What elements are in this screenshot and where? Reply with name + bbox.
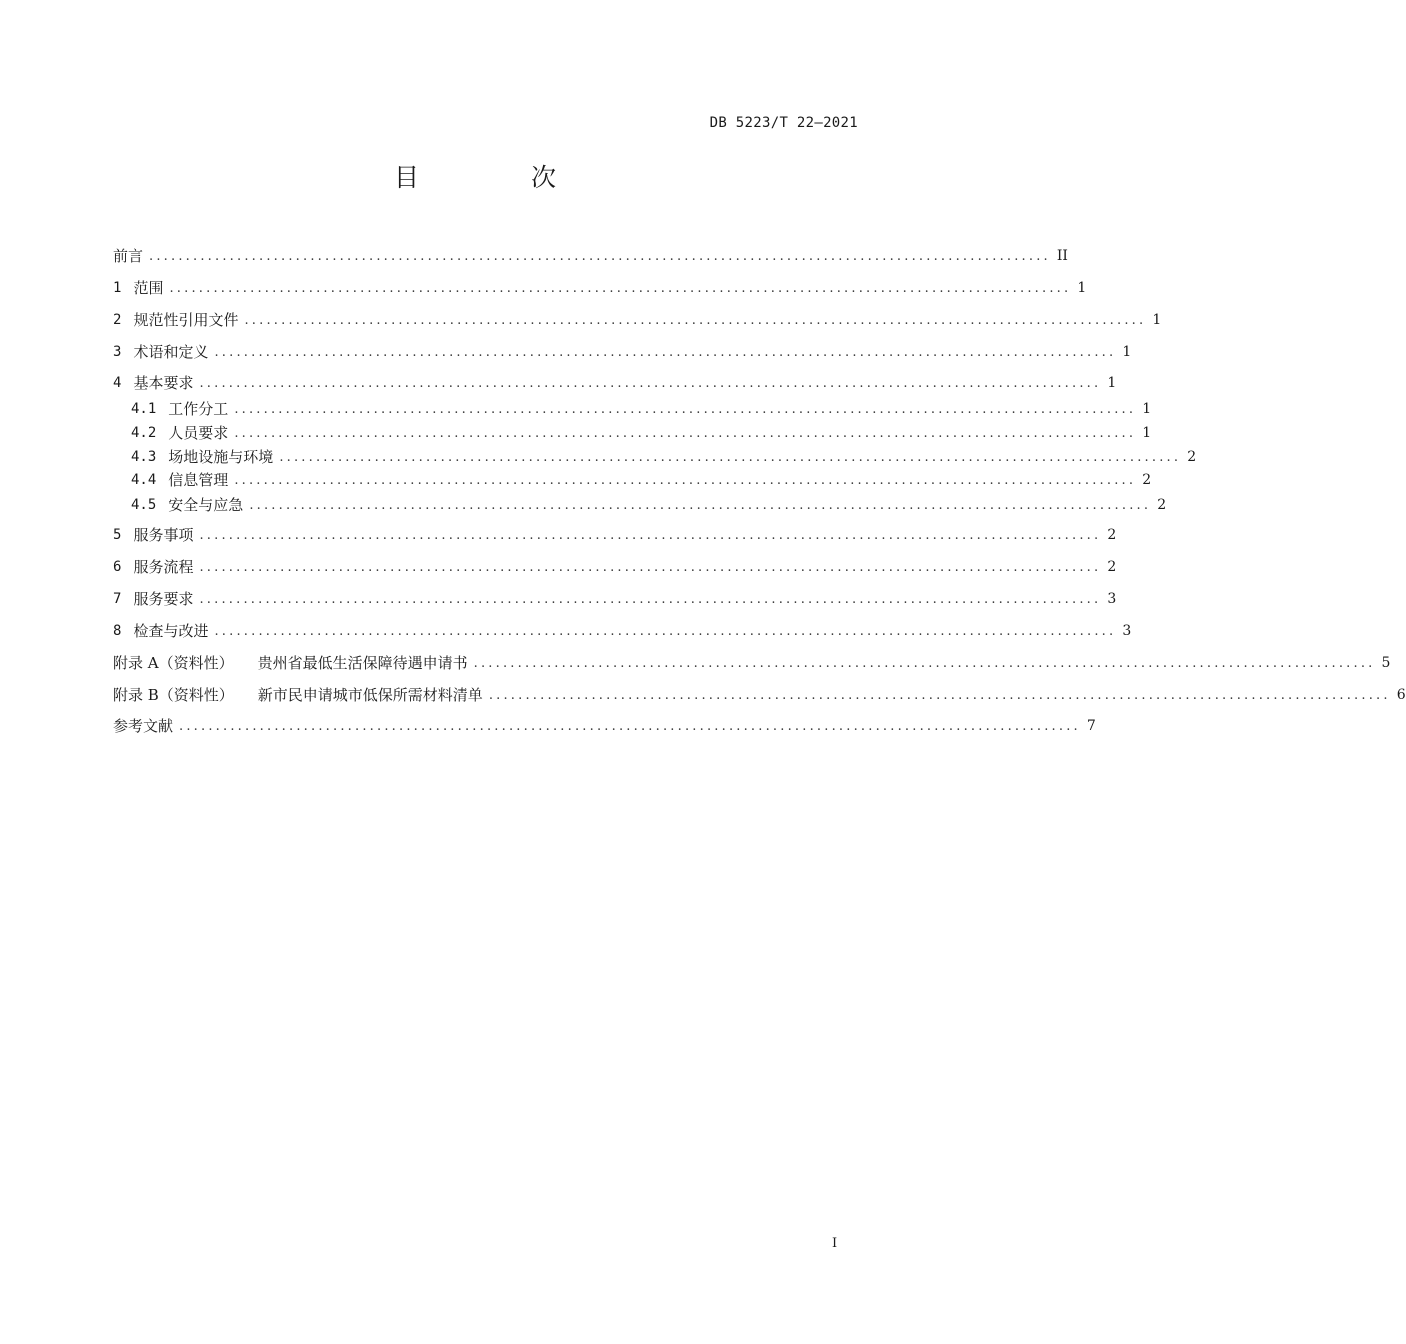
toc-entry-page: 2	[1157, 497, 1167, 513]
dot-leader: ...........................................................................................................................	[234, 426, 1137, 441]
toc-entry-page: 1	[1122, 344, 1132, 360]
dot-leader: ...........................................................................................................................	[214, 345, 1117, 360]
dot-leader: ...........................................................................................................................	[234, 473, 1137, 488]
page-number: I	[832, 1236, 838, 1251]
dot-leader: ...........................................................................................................................	[179, 719, 1081, 734]
dot-leader: ...........................................................................................................................	[279, 450, 1182, 465]
toc-entry-number: 4.2	[131, 425, 157, 441]
toc-entry-2[interactable]	[113, 309, 1162, 331]
toc-entry-number: 3	[113, 344, 122, 360]
toc-entry-number: 4.1	[131, 401, 157, 417]
toc-entry-number: 1	[113, 280, 122, 296]
toc-entry-page: 2	[1107, 527, 1117, 543]
toc-entry-page: 1	[1107, 375, 1117, 391]
dot-leader: ...........................................................................................................................	[199, 592, 1102, 607]
toc-entry-page: 3	[1107, 591, 1117, 607]
toc-entry-label: 贵州省最低生活保障待遇申请书	[257, 654, 468, 672]
toc-entry-8[interactable]	[113, 620, 1132, 642]
toc-entry-page: 3	[1122, 623, 1132, 639]
toc-entry-label: 人员要求	[168, 424, 229, 442]
toc-entry-number: 5	[113, 527, 122, 543]
toc-entry-appendix-prefix: 附录 B（资料性）	[113, 686, 234, 704]
toc-entry-label: 工作分工	[168, 400, 229, 418]
toc-entry-page: 2	[1107, 559, 1117, 575]
toc-entry-label: 检查与改进	[133, 622, 209, 640]
dot-leader: ...........................................................................................................................	[249, 498, 1152, 513]
dot-leader: ...........................................................................................................................	[488, 688, 1391, 703]
document-code: DB 5223/T 22—2021	[709, 115, 858, 131]
toc-entry-4-2[interactable]	[113, 422, 1152, 444]
toc-entry-number: 4.4	[131, 472, 157, 488]
toc-entry-page: 5	[1381, 655, 1391, 671]
toc-entry-label: 前言	[113, 247, 144, 265]
toc-entry-label: 术语和定义	[133, 343, 209, 361]
dot-leader: ...........................................................................................................................	[149, 249, 1051, 264]
toc-entry-foreword[interactable]	[113, 245, 1068, 267]
toc-entry-5[interactable]	[113, 524, 1117, 546]
toc-entry-page: 6	[1396, 687, 1406, 703]
toc-entry-page: 1	[1152, 312, 1162, 328]
dot-leader: ...........................................................................................................................	[199, 528, 1102, 543]
toc-entry-number: 4.5	[131, 497, 157, 513]
toc-entry-7[interactable]	[113, 588, 1117, 610]
toc-entry-4-3[interactable]	[113, 446, 1197, 468]
toc-entry-4[interactable]	[113, 372, 1117, 394]
dot-leader: ...........................................................................................................................	[199, 376, 1102, 391]
toc-entry-label: 基本要求	[133, 374, 194, 392]
toc-entry-page: 1	[1142, 401, 1152, 417]
toc-entry-label: 服务流程	[133, 558, 194, 576]
page-title: 目 次	[394, 163, 608, 192]
toc-entry-page: 2	[1187, 449, 1197, 465]
toc-entry-number: 7	[113, 591, 122, 607]
toc-entry-number: 6	[113, 559, 122, 575]
toc-entry-appendix-prefix: 附录 A（资料性）	[113, 654, 234, 672]
dot-leader: ...........................................................................................................................	[199, 560, 1102, 575]
toc-entry-3[interactable]	[113, 341, 1132, 363]
toc-entry-number: 8	[113, 623, 122, 639]
toc-entry-6[interactable]	[113, 556, 1117, 578]
toc-entry-label: 信息管理	[168, 471, 229, 489]
dot-leader: ...........................................................................................................................	[169, 281, 1072, 296]
toc-entry-number: 2	[113, 312, 122, 328]
dot-leader: ...........................................................................................................................	[214, 624, 1117, 639]
toc-entry-number: 4.3	[131, 449, 157, 465]
toc-entry-label: 规范性引用文件	[133, 311, 239, 329]
toc-entry-appendix-b[interactable]	[113, 684, 1406, 706]
toc-entry-references[interactable]	[113, 715, 1096, 737]
dot-leader: ...........................................................................................................................	[234, 402, 1137, 417]
toc-entry-1[interactable]	[113, 277, 1087, 299]
toc-entry-label: 参考文献	[113, 717, 174, 735]
toc-entry-label: 范围	[133, 279, 164, 297]
toc-entry-page: 1	[1077, 280, 1087, 296]
toc-entry-label: 新市民申请城市低保所需材料清单	[257, 686, 483, 704]
dot-leader: ...........................................................................................................................	[244, 313, 1147, 328]
toc-entry-4-1[interactable]	[113, 398, 1152, 420]
toc-entry-page: 1	[1142, 425, 1152, 441]
toc-entry-page: 7	[1086, 718, 1096, 734]
toc-entry-number: 4	[113, 375, 122, 391]
toc-entry-4-5[interactable]	[113, 494, 1167, 516]
dot-leader: ...........................................................................................................................	[473, 656, 1376, 671]
toc-entry-4-4[interactable]	[113, 469, 1152, 491]
toc-entry-label: 场地设施与环境	[168, 448, 274, 466]
toc-entry-label: 安全与应急	[168, 496, 244, 514]
toc-entry-label: 服务事项	[133, 526, 194, 544]
toc-entry-page: II	[1056, 248, 1068, 264]
toc-entry-page: 2	[1142, 472, 1152, 488]
toc-entry-label: 服务要求	[133, 590, 194, 608]
toc-entry-appendix-a[interactable]	[113, 652, 1391, 674]
